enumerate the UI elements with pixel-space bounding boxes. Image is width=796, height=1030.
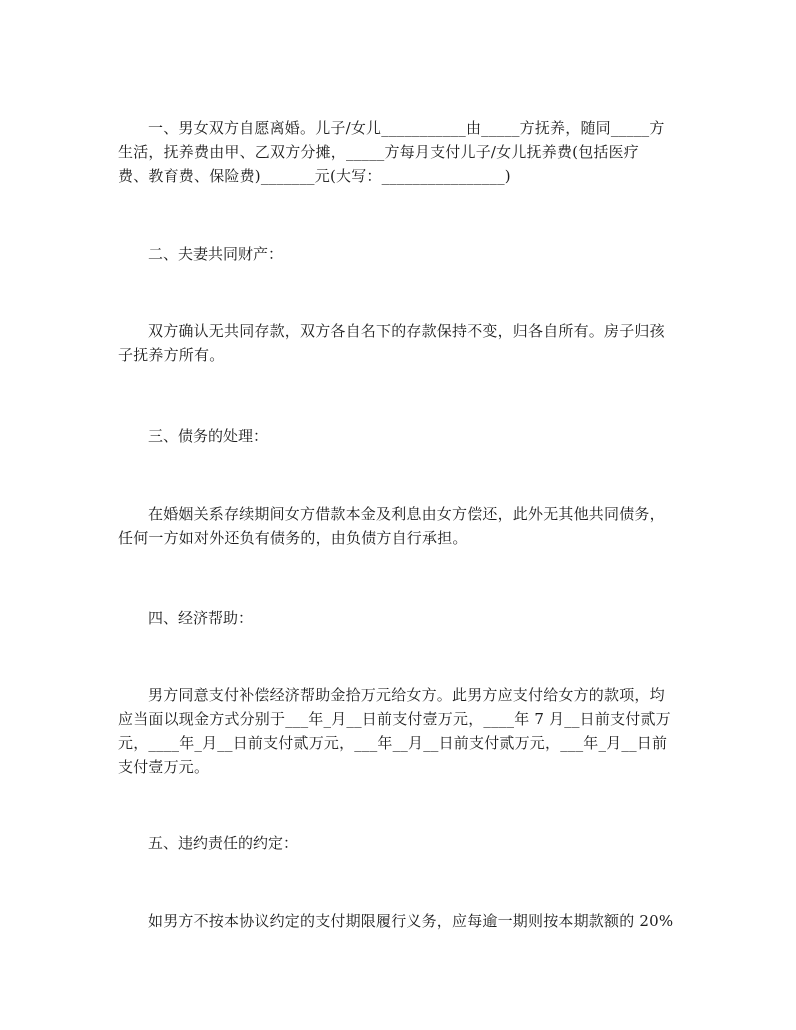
clause-4-paragraph — [118, 683, 688, 779]
section-heading-property: 二、夫妻共同财产： — [148, 245, 284, 263]
section-heading-financial-help: 四、经济帮助： — [148, 609, 254, 627]
clause-1-line-2: 生活，抚养费由甲、乙双方分摊，_____方每月支付儿子/女儿抚养费(包括医疗 — [118, 143, 640, 161]
clause-4-line-4: 支付壹万元。 — [118, 758, 210, 776]
clause-5-paragraph — [118, 909, 688, 933]
clause-4-line-1: 男方同意支付补偿经济帮助金拾万元给女方。此男方应支付给女方的款项，均 — [148, 686, 665, 704]
section-heading-debt: 三、债务的处理： — [148, 427, 269, 445]
clause-4-line-3: 元，____年_月__日前支付贰万元，___年__月__日前支付贰万元，___年_月__日前 — [118, 734, 668, 752]
clause-1-line-1: 一、男女双方自愿离婚。儿子/女儿___________由_____方抚养，随同_____方 — [148, 119, 665, 137]
clause-3-line-2: 任何一方如对外还负有债务的，由负债方自行承担。 — [118, 529, 468, 547]
clause-1-line-3: 费、教育费、保险费)_______元(大写：________________) — [118, 167, 511, 185]
clause-2-line-1: 双方确认无共同存款，双方各自名下的存款保持不变，归各自所有。房子归孩 — [148, 322, 665, 340]
section-heading-breach: 五、违约责任的约定： — [148, 834, 299, 852]
clause-3-paragraph — [118, 502, 688, 550]
clause-1-paragraph — [118, 116, 688, 188]
clause-4-line-2: 应当面以现金方式分别于___年_月__日前支付壹万元，____年 7 月__日前支付贰万 — [118, 710, 671, 728]
clause-2-paragraph — [118, 319, 688, 367]
clause-5-line-1: 如男方不按本协议约定的支付期限履行义务，应每逾一期则按本期款额的 20% — [148, 912, 674, 930]
clause-3-line-1: 在婚姻关系存续期间女方借款本金及利息由女方偿还，此外无其他共同债务， — [148, 505, 665, 523]
clause-2-line-2: 子抚养方所有。 — [118, 346, 225, 364]
